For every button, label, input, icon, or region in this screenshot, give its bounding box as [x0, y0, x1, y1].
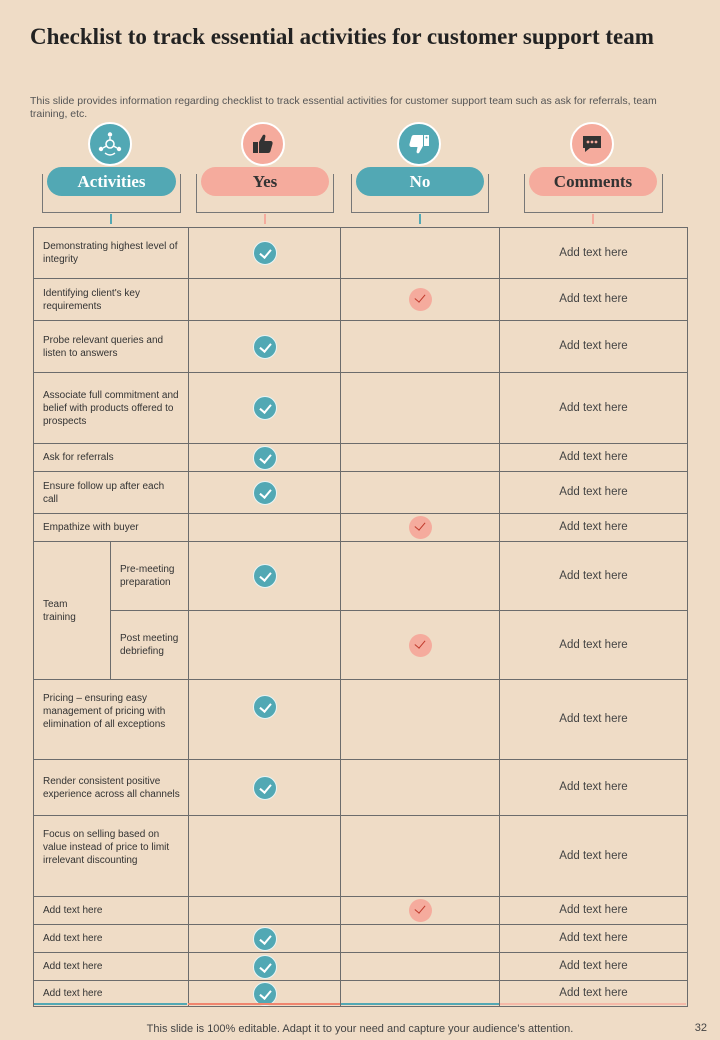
yes-cell [189, 816, 341, 897]
table-row [34, 321, 688, 373]
comment-cell: Add text here [500, 472, 688, 514]
comment-cell: Add text here [500, 680, 688, 760]
check-yes-icon [253, 982, 277, 1006]
check-yes-icon [253, 335, 277, 359]
table-row [34, 514, 688, 542]
arrow-down-icon [592, 214, 594, 224]
check-no-icon [409, 516, 432, 539]
bottom-accent-line [34, 1003, 187, 1005]
table-row [34, 816, 688, 897]
header-no-label: No [356, 167, 484, 196]
arrow-down-icon [264, 214, 266, 224]
table-row [34, 680, 688, 760]
check-yes-icon [253, 446, 277, 470]
comment-cell: Add text here [500, 514, 688, 542]
yes-cell [189, 472, 341, 514]
activity-cell: Add text here [34, 925, 189, 953]
bottom-accent-line [341, 1003, 499, 1005]
header-no [350, 122, 490, 222]
no-cell [341, 816, 500, 897]
no-cell [341, 472, 500, 514]
check-yes-icon [253, 927, 277, 951]
comment-cell: Add text here [500, 228, 688, 279]
yes-cell [189, 321, 341, 373]
comment-cell: Add text here [500, 760, 688, 816]
table-row [34, 373, 688, 444]
comment-cell: Add text here [500, 816, 688, 897]
table-row [34, 444, 688, 472]
comment-cell: Add text here [500, 953, 688, 981]
check-yes-icon [253, 564, 277, 588]
arrow-down-icon [419, 214, 421, 224]
no-cell [341, 514, 500, 542]
yes-cell [189, 514, 341, 542]
check-yes-icon [253, 481, 277, 505]
header-yes [195, 122, 335, 222]
no-cell [341, 680, 500, 760]
yes-cell [189, 373, 341, 444]
yes-cell [189, 444, 341, 472]
table-row [34, 279, 688, 321]
footer-note: This slide is 100% editable. Adapt it to your need and capture your audience’s attention. [146, 1023, 574, 1035]
activity-cell: Add text here [34, 953, 189, 981]
activity-cell: Focus on selling based on value instead of price to limit irrelevant discounting [34, 816, 189, 897]
activity-cell: Add text here [34, 897, 189, 925]
comment-cell: Add text here [500, 981, 688, 1007]
bottom-accent-line [500, 1003, 686, 1005]
thumbs-down-icon [397, 122, 441, 166]
header-yes-label: Yes [201, 167, 329, 196]
yes-cell [189, 228, 341, 279]
comment-cell: Add text here [500, 373, 688, 444]
no-cell [341, 444, 500, 472]
table-row [34, 611, 688, 680]
team-training-label: Team training [34, 542, 111, 680]
comment-cell: Add text here [500, 321, 688, 373]
table-row [34, 925, 688, 953]
no-cell [341, 279, 500, 321]
page-number: 32 [694, 1022, 707, 1034]
no-cell [341, 373, 500, 444]
check-yes-icon [253, 955, 277, 979]
activity-cell: Demonstrating highest level of integrity [34, 228, 189, 279]
no-cell [341, 953, 500, 981]
table-row [34, 472, 688, 514]
check-no-icon [409, 634, 432, 657]
activity-cell: Empathize with buyer [34, 514, 189, 542]
check-no-icon [409, 288, 432, 311]
activity-cell: Add text here [34, 981, 189, 1007]
page-title: Checklist to track essential activities for customer support team [30, 24, 654, 49]
yes-cell [189, 542, 341, 611]
no-cell [341, 897, 500, 925]
yes-cell [189, 953, 341, 981]
yes-cell [189, 925, 341, 953]
no-cell [341, 925, 500, 953]
no-cell [341, 542, 500, 611]
bottom-accent-line [188, 1003, 340, 1005]
check-yes-icon [253, 695, 277, 719]
sub-activity-cell: Post meeting debriefing [111, 611, 189, 680]
comment-cell: Add text here [500, 279, 688, 321]
yes-cell [189, 611, 341, 680]
arrow-down-icon [110, 214, 112, 224]
checklist-table [33, 227, 688, 1007]
yes-cell [189, 760, 341, 816]
table-row [34, 228, 688, 279]
thumbs-up-icon [241, 122, 285, 166]
chat-bubble-icon [570, 122, 614, 166]
check-no-icon [409, 899, 432, 922]
table-row [34, 897, 688, 925]
team-network-icon [88, 122, 132, 166]
table-row [34, 760, 688, 816]
no-cell [341, 321, 500, 373]
activity-cell: Render consistent positive experience across all channels [34, 760, 189, 816]
check-yes-icon [253, 241, 277, 265]
yes-cell [189, 897, 341, 925]
activity-cell: Identifying client's key requirements [34, 279, 189, 321]
check-yes-icon [253, 776, 277, 800]
yes-cell [189, 279, 341, 321]
header-activities [40, 122, 184, 222]
table-row [34, 953, 688, 981]
activity-cell: Associate full commitment and belief with products offered to prospects [34, 373, 189, 444]
header-comments [523, 122, 663, 222]
yes-cell [189, 680, 341, 760]
no-cell [341, 228, 500, 279]
comment-cell: Add text here [500, 542, 688, 611]
no-cell [341, 760, 500, 816]
page-subtitle: This slide provides information regarding checklist to track essential activities for customer support team such as ask for referrals, team training, etc. [30, 95, 657, 120]
activity-cell: Probe relevant queries and listen to answers [34, 321, 189, 373]
no-cell [341, 611, 500, 680]
activity-cell: Ensure follow up after each call [34, 472, 189, 514]
activity-cell: Ask for referrals [34, 444, 189, 472]
header-comments-label: Comments [529, 167, 657, 196]
comment-cell: Add text here [500, 611, 688, 680]
activity-cell: Pricing – ensuring easy management of pricing with elimination of all exceptions [34, 680, 189, 760]
check-yes-icon [253, 396, 277, 420]
comment-cell: Add text here [500, 897, 688, 925]
header-activities-label: Activities [47, 167, 176, 196]
sub-activity-cell: Pre-meeting preparation [111, 542, 189, 611]
table-row [34, 542, 688, 611]
comment-cell: Add text here [500, 925, 688, 953]
comment-cell: Add text here [500, 444, 688, 472]
